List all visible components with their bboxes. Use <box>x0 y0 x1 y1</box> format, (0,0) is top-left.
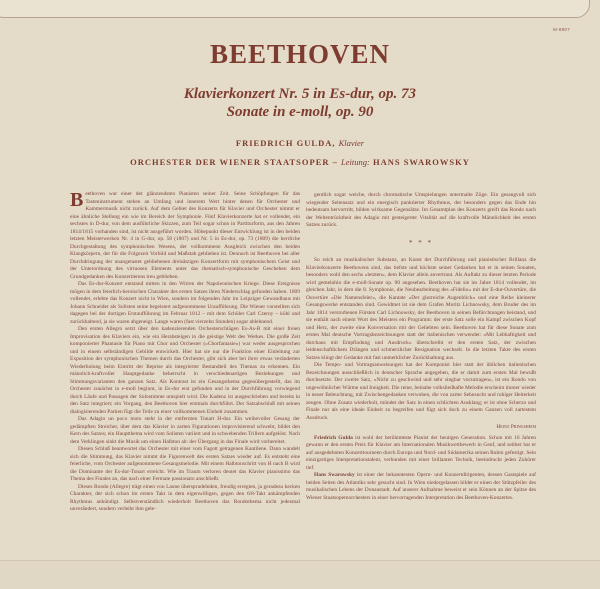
paragraph: Dieses Rondo (Allegro) trägt einen von Laune übersprudelnden, freudig erregten, ja geradezu kecken Charakter, der sich schon im ersten Takt in dem eigenwilligen, gegen den 6/8-Takt ankämpfenden Rhythmus ankündigt. Selbstverständlich wiederholt Beethoven das Rondothema nicht jedesmal unverändert, sondern verleiht ihm gele- <box>70 483 300 512</box>
author-signature: Heinz Pringsheim <box>496 424 536 430</box>
paragraph: gentlich sogar weiche, durch chromatische Umspielungen untermalte Züge. Ein gesangvoll sich wiegender Seitensatz und ein energisch punktierter Rhythmus, der besonders gegen das Ende hin bedeutsam hervortritt, bilden wirksame Gegensätze. Im Gesamtplan des Konzerts greift das Rondo nach der Weltentrücktheit des Adagio mit gesteigerter Vitalität auf die kraftvolle Männlichkeit des ersten Satzes zurück. <box>306 192 536 228</box>
conductor-name: HANS SWAROWSKY <box>372 157 470 167</box>
bio-text: ist einer der bekanntesten Opern- und Konzertdirigenten, dessen Gastspiele auf beiden Seiten des Atlantiks sehr gesucht sind. In Wien niedergelassen bildet er einen der Stützpfeiler des musikalischen Lebens der Donaustadt. Auf unserer Aufnahme beweist er sein Können an der Spitze des Wiener Staatsopernorchesters in einer hervorragenden Interpretation des Beethoven-Konzertes. <box>306 472 536 501</box>
soloist-line <box>0 138 600 148</box>
bio-name: Friedrich Gulda <box>314 434 353 441</box>
paragraph: Das Adagio un poco moto steht in der entfernten Tonart H-dur. Ein weihevoller Gesang der gedämpften Streicher, über dem das Klavier in zarten Figurationen improvisierend schwebt, bildet den Kern des Satzes; ein Hauptthema wird vom Solisten variiert und in schwebenden Trillern aufgelöst. Nach dem Verklingen sinkt die Musik um einen Halbton ab: der Übergang in das Finale wird vorbereitet. <box>70 416 300 445</box>
left-text-column <box>70 191 300 514</box>
dash: – <box>332 157 338 167</box>
bio-text: ist wohl der berühmteste Pianist der heutigen Generation. Schon mit 16 Jahren gewann er den ersten Preis für Klavier am Internationalen Musikwettbewerb in Genf, und seither hat er auf ausgedehnten Konzerttourneen durch Europa und Nord- und Südamerika seinen Ruhm gefestigt. Sein einzigartiges Interpretationstalent, verbunden mit einer brillanten Technik, beeindruckt jeden Zuhörer tief. <box>306 434 536 471</box>
soloist-name: FRIEDRICH GULDA, <box>235 138 336 148</box>
section-separator: * * * <box>409 238 433 247</box>
conductor-label: Leitung: <box>341 157 370 167</box>
work-title-2: Sonate in e-moll, op. 90 <box>226 104 374 120</box>
paragraph: So reich an musikalischer Substanz, an Kunst der Durchführung und pianistischer Brillanz die Klavierkonzerte Beethovens sind, das tiefste und höchste seiner Gedanken hat er in seinen Sonaten, besonders wohl den sechs »letzten«, dem Klavier allein anvertraut. Als Auftakt zu dieser letzten Periode wird gemeinhin die e-moll-Sonate op. 90 angesehen. Beethoven hat sie im Jahre 1814 vollendet, im gleichen Jahr, in dem die 8. Symphonie, die Neubearbeitung des »Fidelio« mit der E-dur-Ouvertüre, die Ouvertüre »Die Namensfeier«, die Kantate »Der glorreiche Augenblick« und eine Reihe kleinerer Gesangswerke entstanden sind. Gewidmet ist sie dem Grafen Moritz Lichnowsky, dem Bruder des im Jahr 1814 verstorbenen Fürsten Carl Lichnowsky, der Beethoven in seinen Befürchtungen beistand, und sie enthält nach einem Wort des Meisters ein Programm: der erste Satz solle ein Kampf zwischen Kopf und Herz, der zweite eine Konversation mit der Geliebten sein. Beethoven hat für diese Sonate zum ersten Mal deutsche Vortragsbezeichnungen statt der italienischen verwendet: »Mit Lebhaftigkeit und durchaus mit Empfindung und Ausdruck« überschreibt er den ersten Satz, der zwischen leidenschaftlichem Drängen und schmerzlicher Resignation wechselt. In die letzten Takte des ersten Satzes klingt der Gedanke mit fast unmerklicher Zurückhaltung aus. <box>306 257 536 361</box>
work-title-1: Klavierkonzert Nr. 5 in Es-dur, op. 73 <box>183 86 417 102</box>
orchestra-line <box>0 157 600 167</box>
paragraph: Diesen Schluß beantwortet das Orchester mit einer vom Fagott getragenen Kantilene. Dann wandelt sich die Stimmung, das Klavier nimmt die Figurenwelt des ersten Satzes wieder auf. Es entsteht eine feierliche, vom Orchester aufgenommene Gesangsmelodie. Mit einem Halbtonschritt von H nach B wird die Dominante der Es-dur-Tonart erreicht. Wie im Traum verloren deutet das Klavier pianissimo das Thema des Finales an, das nach einer Fermate passionato anschließt. <box>70 446 300 482</box>
catalog-number: M-8807 <box>552 27 570 32</box>
composer-title: BEETHOVEN <box>209 39 391 69</box>
bio-name: Hans Swarowsky <box>314 472 355 478</box>
sleeve-top-edge <box>0 0 590 18</box>
paragraph: Die Tempo- und Vortragsanweisungen hat der Komponist hier statt der üblichen italienischen Bezeichnungen ausschließlich in deutscher Sprache angegeben, die er damit zum ersten Mal bewußt durchsetzte. Der zweite Satz, »Nicht zu geschwind und sehr singbar vorzutragen«, ist ein Rondo von ungewöhnlicher Wärme und Innigkeit. Die reine, beinahe volksliedhafte Melodie erscheint immer wieder in neuer Beleuchtung, mit Zwischengedanken verwoben, die von zarter Sehnsucht und ruhiger Heiterkeit zeugen. Ohne Zusatz wiederholt, mündet der Satz in einen schlichten Ausklang; er ist ohne Scherzo und Finale nur als eine ideale Einheit zu begreifen und fügt sich doch zu einem Ganzen voll zartestem Ausdruck. <box>306 362 536 421</box>
soloist-role: Klavier <box>338 138 365 148</box>
sleeve-bottom-edge <box>0 560 600 589</box>
orchestra-name: ORCHESTER DER WIENER STAATSOPER <box>130 157 330 167</box>
paragraph: Den ersten Allegro setzt über den kadenzierenden Orchesterschlägen Es-As-B mit einer freien Improvisation des Klaviers ein, wie ein Herabsteigen in die geistige Welt des Werkes. Die große Zeit komponierter Phantasie für Piano mit Chor und Orchester (»Chorfantasie«) war weder ausgesprochen und in einem selbständigen Gebilde entwickelt. Hier hat sie nur die Funktion einer Einleitung zur Exposition der symphonischen Themen durch das Orchester, gibt sich aber bei ihrer etwas veränderten Wiederholung beim Eintritt der Reprise als integrierter Bestandteil des Themas zu erkennen. Ein männlich-kraftvoller Hauptgedanke beherrscht in verschiedenartigen Beziehungen und Stimmungsvarianten den ganzen Satz. Als Kontrast ist ein Gesangsthema gegenübergestellt, das im Orchester zunächst in e-moll beginnt, in Es-dur erst gefunden und in der Durchführung vorwiegend durch Läufe und Passagen der Solostimme umspielt wird. Die Kadenz ist ausgeschrieben und bereits in den Satz integriert; ein Vorgang, den Beethoven hier erstmals durchführt. Der Satzabschluß mit seinen dialogisierenden Partien fügt die Teile zu einer vollkommenen Einheit zusammen. <box>70 326 300 415</box>
paragraph: Das Es-dur-Konzert entstand mitten in den Wirren der Napoleonischen Kriege. Diese Ereignisse mögen in dem feierlich-heroischen Charakter des ersten Satzes ihren Niederschlag gefunden haben. 1809 vollendet, erlebte das Konzert nicht in Wien, sondern im folgenden Jahr im Leipziger Gewandhaus mit Johann Schneider als Solisten seine begeistert aufgenommene Uraufführung. Die Wiener vorstellten sich dagegen bei der dortigen Erstaufführung im Februar 1812 – mit dem Schüler Carl Czerny – kühl und zurückhaltend, ja sie waren abgeneigt. Lange waren (fast vierzehn Stunden) sogar ablehnend. <box>70 281 300 325</box>
bio-gulda <box>306 435 536 473</box>
right-text-column <box>306 192 536 502</box>
bio-swarowsky <box>306 472 536 502</box>
paragraph-text: eethoven war einer der glänzendsten Pianisten seiner Zeit. Seine Schöpfungen für das Tasteninstrument stehen an Umfang und innerem Wert hinter denen für Orchester und Kammermusik nicht zurück. Auf dem Gebiet des Konzerts für Klavier und Orchester nimmt er eine ähnliche Stellung ein wie im Bereich der Symphonie. Fünf Klavierkonzerte hat er vollendet, ein sechstes in D-dur, von dem ausführliche Skizzen, zum Teil sogar schon in Partiturform, aus den Jahren 1814/1815 vorhanden sind, ist nicht ausgeführt worden. Höhepunkt dieser Entwicklung ist in den beiden letzten Meisterwerken Nr. 4 in G-dur, op. 58 (1807) und Nr. 5 in Es-dur, op. 73 (1809) die herrliche Durchgestaltung des symphonischen Wesens, der vollkommene Ausgleich zwischen den beiden Klangkörpern, der für die Folgezeit Vorbild und Maßstab geblieben ist. Dennoch ist Beethoven bei aller Durchdringung der unangetastet gebliebenen dreisätzigen Konzertform mit symphonischem Geist und der Unterordnung des virtuosen Elements unter das thematisch-symphonische Geschehen dem Grundgedanken des Konzertierens treu geblieben. <box>70 191 300 280</box>
drop-cap: B <box>70 189 84 211</box>
paragraph <box>70 191 300 281</box>
